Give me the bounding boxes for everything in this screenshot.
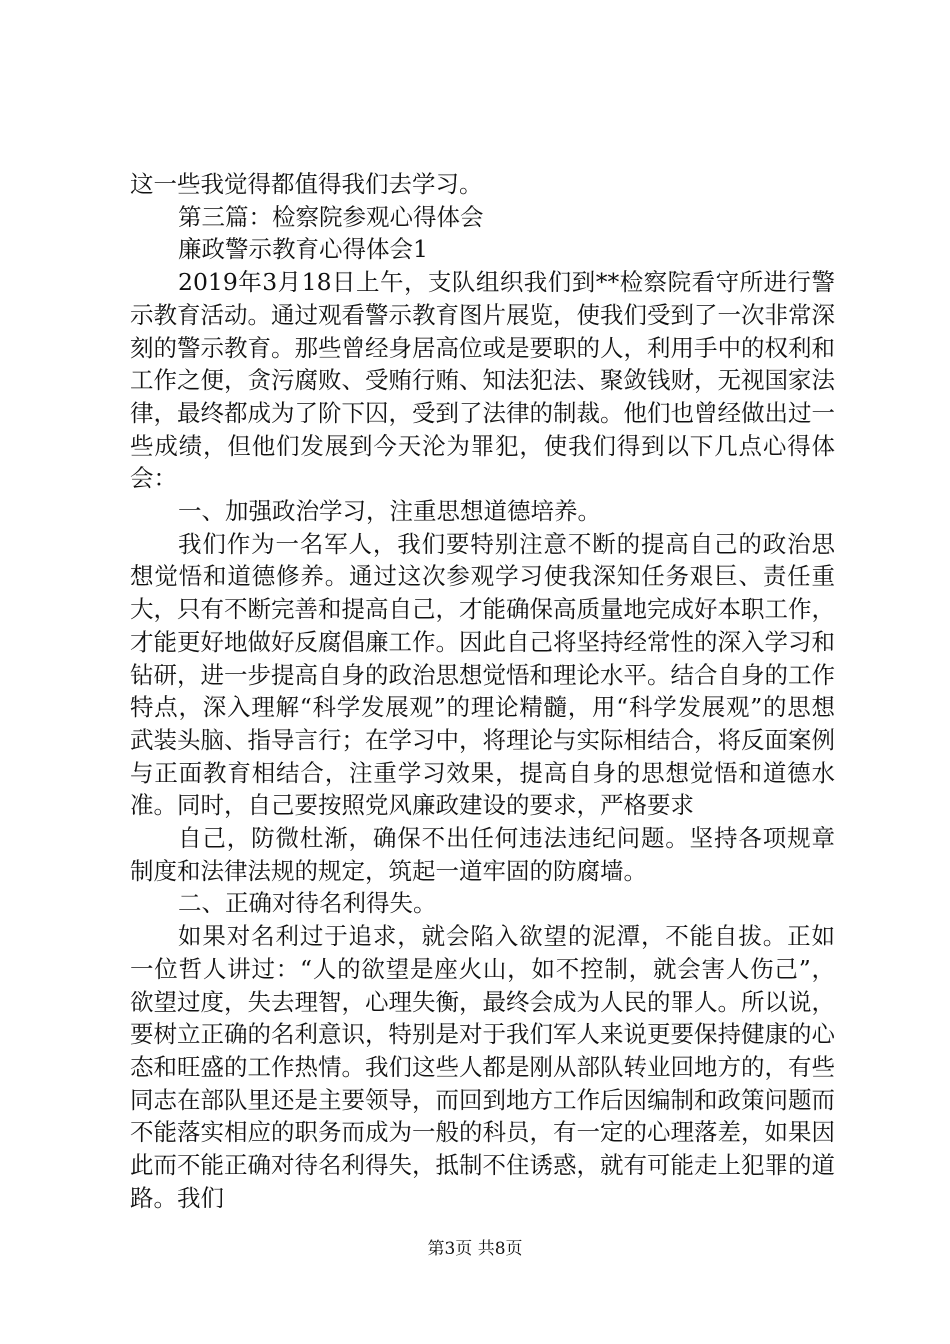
article-title: 廉政警示教育心得体会1 bbox=[178, 235, 428, 264]
subheading-2: 二、正确对待名利得失。 bbox=[178, 889, 437, 918]
subheading-1: 一、加强政治学习，注重思想道德培养。 bbox=[178, 497, 601, 526]
paragraph-7: 自己，防微杜渐，确保不出任何违法违纪问题。坚持各项规章制度和法律法规的规定，筑起一道牢固的防腐墙。 bbox=[130, 824, 835, 885]
paragraph-6: 我们作为一名军人，我们要特别注意不断的提高自己的政治思想觉悟和道德修养。通过这次参观学习使我深知任务艰巨、责任重大，只有不断完善和提高自己，才能确保高质量地完成好本职工作，才能更好地做好反腐倡廉工作。因此自己将坚持经常性的深入学习和钻研，进一步提高自身的政治思想觉悟和理论水平。结合自身的工作特点，深入理解“科学发展观”的理论精髓，用“科学发展观”的思想武装头脑、指导言行；在学习中，将理论与实际相结合，将反面案例与正面教育相结合，注重学习效果，提高自身的思想觉悟和道德水准。同时，自己要按照党风廉政建设的要求，严格要求 bbox=[130, 529, 835, 820]
page-footer: 第3页 共8页 bbox=[427, 1239, 523, 1259]
paragraph-9: 如果对名利过于追求，就会陷入欲望的泥潭，不能自拔。正如一位哲人讲过：“人的欲望是座火山，如不控制，就会害人伤己”，欲望过度，失去理智，心理失衡，最终会成为人民的罪人。所以说，要树立正确的名利意识，特别是对于我们军人来说更要保持健康的心态和旺盛的工作热情。我们这些人都是刚从部队转业回地方的，有些同志在部队里还是主要领导，而回到地方工作后因编制和政策问题而不能落实相应的职务而成为一般的科员，有一定的心理落差，如果因此而不能正确对待名利得失，抵制不住诱惑，就有可能走上犯罪的道路。我们 bbox=[130, 922, 835, 1212]
document-body bbox=[130, 168, 835, 1215]
paragraph-1: 这一些我觉得都值得我们去学习。 bbox=[130, 170, 483, 198]
section-title: 第三篇：检察院参观心得体会 bbox=[178, 202, 484, 231]
paragraph-4: 2019年3月18日上午，支队组织我们到**检察院看守所进行警示教育活动。通过观看警示教育图片展览，使我们受到了一次非常深刻的警示教育。那些曾经身居高位或是要职的人，利用手中的权利和工作之便，贪污腐败、受贿行贿、知法犯法、聚敛钱财，无视国家法律，最终都成为了阶下囚，受到了法律的制裁。他们也曾经做出过一些成绩，但他们发展到今天沦为罪犯，使我们得到以下几点心得体会： bbox=[130, 268, 835, 493]
